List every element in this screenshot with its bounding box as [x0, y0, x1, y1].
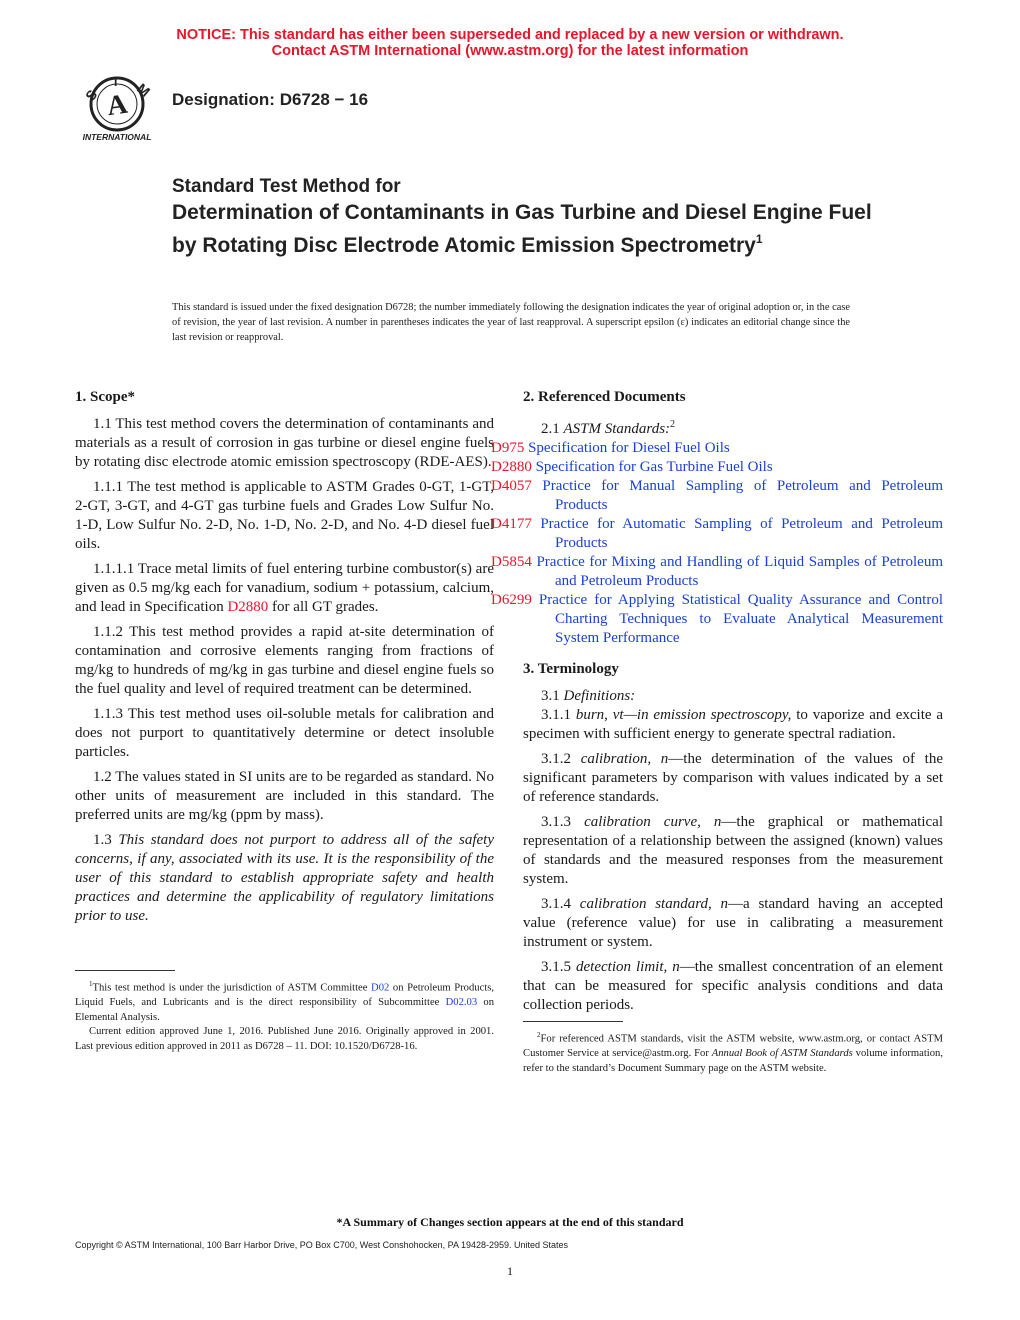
term-3-1-1-num: 3.1.1	[541, 707, 576, 723]
document-title	[172, 175, 872, 259]
reference-item[interactable]	[491, 515, 944, 553]
term-3-1-5-term: detection limit, n	[576, 959, 680, 975]
reference-title[interactable]: Specification for Diesel Fuel Oils	[528, 440, 730, 456]
para-2-1-mark: 2	[670, 419, 676, 430]
reference-item[interactable]	[491, 553, 944, 591]
term-3-1-3	[523, 813, 943, 889]
reference-title[interactable]: Specification for Gas Turbine Fuel Oils	[535, 459, 773, 475]
para-2-1	[523, 415, 943, 439]
summary-of-changes-note: *A Summary of Changes section appears at the end of this standard	[336, 1215, 684, 1229]
issuance-note: This standard is issued under the fixed designation D6728; the number immediately following the designation indicates the year of original adoption or, in the case of revision, the year of last revision. A number in parentheses indicates the year of last reapproval. A superscript epsilon (ε) indicates an editorial change since the last revision or reapproval.	[172, 302, 850, 343]
link-d02[interactable]: D02	[371, 982, 390, 994]
reference-code[interactable]: D2880	[491, 459, 532, 475]
footnote-1	[75, 977, 494, 1025]
para-1-1-1-1-b: for all GT grades.	[268, 599, 379, 615]
reference-title[interactable]: Practice for Manual Sampling of Petroleum and Petroleum Products	[542, 478, 943, 513]
term-3-1-4-def: —a standard having an accepted value (reference value) for use in calibrating a measurement instrument or system.	[523, 896, 944, 950]
para-1-3-num: 1.3	[93, 832, 119, 848]
term-3-1-5	[523, 958, 943, 1015]
para-1-2: 1.2 The values stated in SI units are to be regarded as standard. No other units of measurement are included in this standard. The preferred units are mg/kg (ppm by mass).	[75, 769, 494, 823]
reference-code[interactable]: D4177	[491, 516, 532, 532]
svg-text:S: S	[82, 86, 101, 104]
reference-title[interactable]: Practice for Applying Statistical Quality Assurance and Control Charting Techniques to Evaluate Analytical Measurement System Performance	[538, 592, 943, 646]
para-1-1-2: 1.1.2 This test method provides a rapid at-site determination of contamination and corrosive elements ranging from fractions of mg/kg to hundreds of mg/kg in gas turbine and diesel engine fuels so the fuel quality and level of required treatment can be determined.	[75, 624, 494, 697]
link-d02-03[interactable]: D02.03	[445, 997, 478, 1009]
term-3-1-2	[523, 750, 943, 807]
footnote-2-italic: Annual Book of ASTM Standards	[711, 1048, 853, 1060]
term-3-1-3-def: —the graphical or mathematical representation of a relationship between the assigned (known) values of standards and the measured responses from the measurement system.	[523, 814, 943, 887]
para-1-1-1-1	[75, 560, 494, 617]
term-3-1-1	[523, 706, 943, 744]
term-3-1-4-term: calibration standard, n	[579, 896, 729, 912]
astm-logo-icon	[72, 72, 162, 148]
para-2-1-num: 2.1	[541, 421, 564, 437]
para-1-3-text: This standard does not purport to address all of the safety concerns, if any, associated with its use. It is the responsibility of the user of this standard to establish appropriate safety and health practices and determine the applicability of regulatory limitations prior to use.	[75, 832, 495, 924]
copyright-line: Copyright © ASTM International, 100 Barr Harbor Drive, PO Box C700, West Conshohocken, PA 19428-2959. United States	[75, 1240, 569, 1250]
footnote-1-b: on Petroleum Products, Liquid Fuels, and Lubricants and is the direct responsibility of Subcommittee	[75, 982, 494, 1009]
term-3-1-2-num: 3.1.2	[541, 751, 581, 767]
notice-line-2: Contact ASTM International (www.astm.org) for the latest information	[271, 43, 749, 59]
reference-title[interactable]: Practice for Mixing and Handling of Liquid Samples of Petroleum and Petroleum Products	[536, 554, 944, 589]
footnote-2-a: For referenced ASTM standards, visit the ASTM website, www.astm.org, or contact ASTM Customer Service at service@astm.org. For	[523, 1033, 943, 1060]
reference-item[interactable]	[491, 439, 943, 458]
term-3-1-3-term: calibration curve, n	[584, 814, 722, 830]
astm-logo	[72, 72, 162, 148]
svg-text:M: M	[134, 80, 154, 100]
reference-code[interactable]: D5854	[491, 554, 532, 570]
para-1-1-1: 1.1.1 The test method is applicable to ASTM Grades 0-GT, 1-GT, 2-GT, 3-GT, and 4-GT gas turbine fuels and Grades Low Sulfur No. 1-D, Low Sulfur No. 2-D, No. 1-D, No. 2-D, and No. 4-D diesel fuel oils.	[75, 479, 494, 552]
right-column	[491, 388, 944, 1076]
scope-heading: 1. Scope*	[75, 389, 135, 405]
designation	[172, 90, 368, 110]
footnote-2	[523, 1028, 943, 1076]
svg-text:T: T	[112, 75, 120, 89]
reference-code[interactable]: D975	[491, 440, 525, 456]
footnote-1-c: on Elemental Analysis.	[75, 997, 494, 1023]
terminology-heading: 3. Terminology	[523, 661, 619, 677]
reference-title[interactable]: Practice for Automatic Sampling of Petroleum and Petroleum Products	[540, 516, 944, 551]
term-3-1-1-term: burn, vt—in emission spectroscopy,	[575, 707, 792, 723]
term-3-1-1-def: to vaporize and excite a specimen with sufficient energy to generate spectral radiation.	[523, 707, 944, 742]
title-main	[172, 199, 872, 259]
title-kicker: Standard Test Method for	[172, 176, 401, 197]
references-heading: 2. Referenced Documents	[523, 389, 686, 405]
svg-text:INTERNATIONAL: INTERNATIONAL	[82, 132, 152, 142]
para-2-1-label: ASTM Standards:	[563, 421, 671, 437]
notice-banner	[0, 27, 1020, 59]
footnote-2-b: volume information, refer to the standard’s Document Summary page on the ASTM website.	[523, 1048, 943, 1074]
para-3-1	[523, 687, 943, 706]
notice-line-1: NOTICE: This standard has either been superseded and replaced by a new version or withdrawn.	[176, 27, 844, 43]
term-3-1-2-term: calibration, n	[580, 751, 669, 767]
reference-item[interactable]	[491, 477, 943, 515]
term-3-1-2-def: —the determination of the values of the significant parameters by comparison with values indicated by a set of reference standards.	[523, 751, 944, 805]
reference-list	[491, 439, 944, 648]
left-column	[75, 388, 494, 1054]
page-number: 1	[507, 1264, 513, 1278]
para-1-1: 1.1 This test method covers the determination of contaminants and materials as a result of corrosion in gas turbine or diesel engine fuels by rotating disc electrode atomic emission spectroscopy (RDE-AES).	[75, 416, 494, 470]
footnote-1-mark: 1	[89, 980, 93, 988]
designation-label: Designation:	[172, 90, 275, 109]
para-1-1-3: 1.1.3 This test method uses oil-soluble metals for calibration and does not purport to quantitatively determine or detect insoluble particles.	[75, 706, 494, 760]
footnote-1-edition: Current edition approved June 1, 2016. Published June 2016. Originally approved in 2001. Last previous edition approved in 2011 as D6728 – 11. DOI: 10.1520/D6728-16.	[75, 1026, 494, 1052]
term-3-1-4	[523, 895, 943, 952]
reference-item[interactable]	[491, 591, 943, 648]
footnote-rule-2	[523, 1021, 623, 1022]
para-1-3	[75, 831, 494, 926]
para-3-1-num: 3.1	[541, 688, 564, 704]
reference-code[interactable]: D4057	[491, 478, 532, 494]
designation-value: D6728 − 16	[279, 90, 369, 109]
para-3-1-label: Definitions:	[563, 688, 636, 704]
reference-item[interactable]	[491, 458, 943, 477]
term-3-1-3-num: 3.1.3	[541, 814, 585, 830]
svg-text:A: A	[105, 88, 130, 123]
footnote-rule-1	[75, 970, 175, 971]
reference-code[interactable]: D6299	[491, 592, 532, 608]
link-d2880-inline[interactable]: D2880	[227, 599, 269, 615]
para-1-1-1-1-a: 1.1.1.1 Trace metal limits of fuel entering turbine combustor(s) are given as 0.5 mg/kg each for vanadium, sodium + potassium, calcium, and lead in Specification	[75, 561, 494, 615]
title-footnote-mark: 1	[755, 232, 763, 246]
term-3-1-5-num: 3.1.5	[541, 959, 577, 975]
term-3-1-5-def: —the smallest concentration of an element that can be measured for specific analysis conditions and data collection periods.	[523, 959, 944, 1013]
title-main-text: Determination of Contaminants in Gas Turbine and Diesel Engine Fuel by Rotating Disc Electrode Atomic Emission Spectrometry	[172, 201, 872, 257]
footnote-2-mark: 2	[537, 1031, 541, 1039]
term-3-1-4-num: 3.1.4	[541, 896, 580, 912]
footnote-1-a: This test method is under the jurisdiction of ASTM Committee	[92, 982, 372, 994]
